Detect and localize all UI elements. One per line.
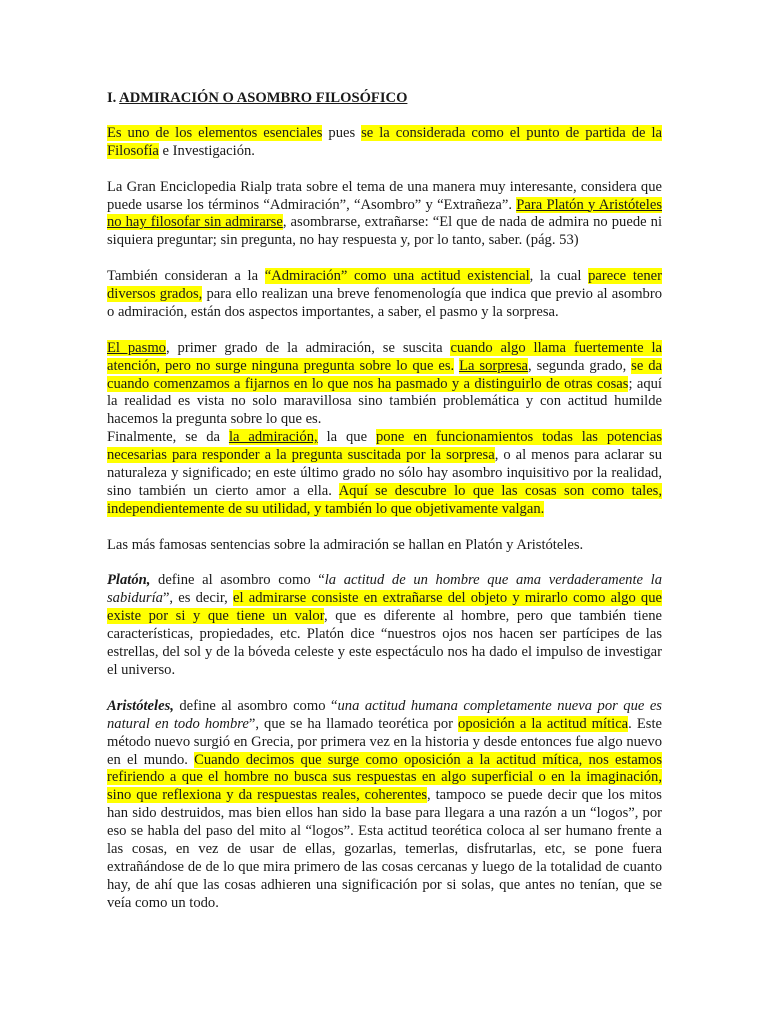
paragraph-admiracion (107, 429, 662, 519)
highlight-text: se da cuando comenzamos a fijarnos en lo que nos ha pasmado y a distinguirlo de otras cosas (107, 357, 662, 392)
paragraph-sentencias (107, 537, 662, 555)
highlight-text: la admiración, (228, 429, 318, 446)
body-text: , asombrarse, extrañarse: “El que de nada de admira no puede ni siquiera preguntar; sin pregunta, no hay respuesta y, por lo tanto, saber. (pág. 53) (107, 214, 662, 249)
highlight-text: pone en funcionamientos todas las potencias necesarias para responder a la pregunta suscitada por la sorpresa (107, 429, 662, 464)
highlight-text: Cuando decimos que surge como oposición a la actitud mítica, nos estamos refiriendo a que el hombre no busca sus respuestas en algo superficial o en la imaginación, sino que reflexiona y da respuestas reales, coherentes (107, 751, 662, 804)
highlight-text: Para Platón y Aristóteles no hay filosofar sin admirarse (107, 196, 662, 231)
paragraph-platon (107, 572, 662, 679)
body-text: , tampoco se puede decir que los mitos han sido destruidos, mas bien ellos han sido la base para llegara a una razón a un “logos”, por eso se habla del paso del mito al “logos”. Esta actitud teorética coloca al ser humano frente a las cosas, en vez de usar de ellas, gozarlas, temerlas, disfrutarlas, etc, se pone fuera extrañándose de de lo que mira primero de las cosas cercanas y luego de la totalidad de cuanto hay, de ahí que las cosas adhieren una significación por si solas, que antes no tenían, que se veía como un todo. (107, 787, 662, 911)
body-text: ; aquí la realidad es vista no solo maravillosa sino también problemática y con actitud humilde hacemos la pregunta sobre lo que es. (107, 375, 662, 428)
body-text: define al asombro como “ (150, 572, 325, 589)
heading-number: I. (107, 90, 120, 106)
highlight-text: cuando algo llama fuertemente la atención, pero no surge ninguna pregunta sobre lo que es. (107, 339, 662, 374)
highlight-text: el admirarse consiste en extrañarse del objeto y mirarlo como algo que existe por si y que tiene un valor (107, 590, 662, 625)
highlight-text: se la considerada como el punto de partida de la Filosofía (107, 124, 662, 159)
paragraph-grados (107, 268, 662, 322)
quote-text: una actitud humana completamente nueva por que es natural en todo hombre (107, 697, 662, 732)
body-text: Las más famosas sentencias sobre la admiración se hallan en Platón y Aristóteles. (107, 536, 584, 553)
quote-text: la actitud de un hombre que ama verdaderamente la sabiduría (107, 572, 662, 607)
body-text: para ello realizan una breve fenomenología que indica que previo al asombro o admiración, están dos aspectos importantes, a saber, el pasmo y la sorpresa. (107, 286, 662, 320)
paragraph-aristoteles (107, 698, 662, 913)
body-text: La Gran Enciclopedia Rialp trata sobre el tema de una manera muy interesante, considera que puede usarse los términos “Admiración”, “Asombro” y “Extrañeza”. (107, 178, 662, 213)
body-text: la que (317, 429, 376, 446)
highlight-text: oposición a la actitud mítica (458, 715, 629, 732)
body-text: , o al menos para aclarar su naturaleza y significado; en este último grado no sólo hay asombro inquisitivo por la realidad, sino también un cierto amor a ella. (107, 447, 662, 499)
body-text: define al asombro como “ (173, 697, 338, 714)
body-text: También consideran a la (107, 268, 265, 285)
body-text: e Investigación. (158, 142, 255, 159)
body-text: , la cual (529, 268, 589, 285)
body-text: , segunda grado, (528, 357, 632, 374)
body-text: ”, es decir, (162, 590, 234, 607)
paragraph-intro (107, 125, 662, 161)
body-text: , primer grado de la admiración, se suscita (165, 339, 451, 356)
paragraph-rialp (107, 179, 662, 251)
highlight-text: El pasmo (107, 339, 166, 356)
highlight-text: parece tener diversos grados, (107, 268, 662, 303)
highlight-text: Aquí se descubre lo que las cosas son como tales, independientemente de su utilidad, y también lo que objetivamente valgan. (107, 482, 663, 517)
document-body (107, 90, 662, 913)
body-text: pues (322, 124, 362, 141)
paragraph-pasmo (107, 340, 662, 430)
platon-label: Platón, (107, 572, 151, 589)
highlight-text: La sorpresa (459, 357, 529, 374)
body-text: . Este método nuevo surgió en Grecia, por primera vez en la historia y desde entonces fue algo nuevo en el mundo. (107, 715, 662, 768)
body-text: Finalmente, se da (107, 429, 229, 446)
aristoteles-label: Aristóteles, (107, 697, 174, 714)
body-text: ”, que se ha llamado teorética por (248, 715, 459, 732)
highlight-text: Es uno de los elementos esenciales (107, 124, 323, 141)
highlight-text: “Admiración” como una actitud existencial (264, 268, 530, 285)
body-text: , que es diferente al hombre, pero que también tiene características, propiedades, etc. Platón dice “nuestros ojos nos hacen ser partícipes de las estrellas, del sol y de la bóveda celeste y este espectáculo nos ha dado el impulso de investigar el universo. (107, 608, 662, 679)
heading-title: ADMIRACIÓN O ASOMBRO FILOSÓFICO (119, 90, 408, 106)
section-heading (107, 90, 662, 108)
